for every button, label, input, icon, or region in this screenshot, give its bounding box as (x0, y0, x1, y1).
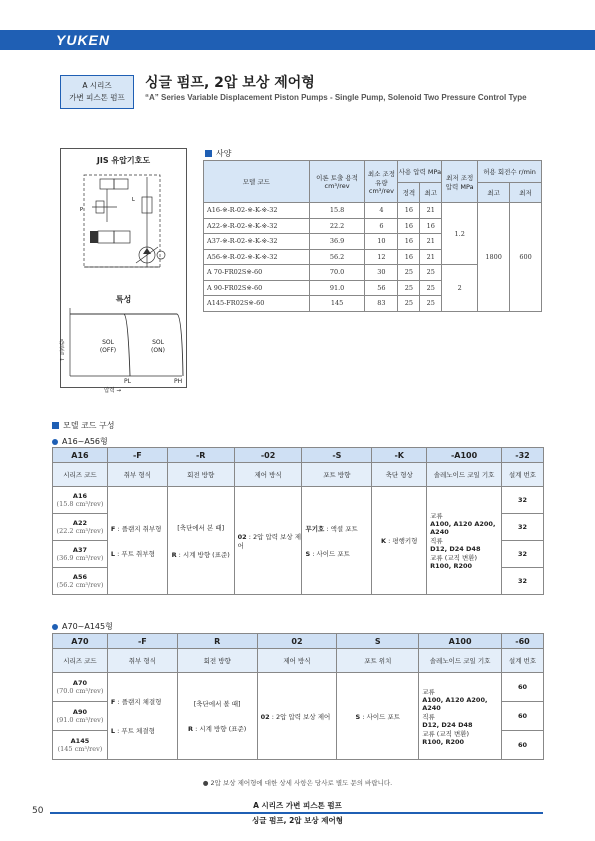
jis-title: JIS 유압기호도 (96, 156, 151, 165)
code-control: 02 (257, 634, 337, 649)
page-number: 50 (32, 806, 44, 816)
spec-header-pressure: 사용 압력 MPa (398, 161, 442, 183)
sub-port: 포트 위치 (337, 649, 419, 673)
mount-f-text: : 플랜지 취부형 (117, 524, 162, 533)
rotation-r-text: : 시계 방향 (표준) (195, 725, 247, 733)
code-control: -02 (234, 448, 302, 463)
series-cell (53, 568, 108, 595)
a16-model-code-table (52, 447, 544, 595)
spec-disp: 91.0 (309, 280, 365, 296)
spec-header-min-disp: 최소 조정 유량 cm³/rev (365, 161, 398, 203)
rotation-r-code: R (188, 725, 194, 733)
code-design: -60 (502, 634, 544, 649)
spec-disp: 70.0 (309, 265, 365, 281)
spec-header-rated: 정격 (398, 183, 420, 203)
series-code: A145 (70, 737, 90, 745)
footer-rule (50, 812, 543, 814)
port-s-code: S (305, 549, 311, 558)
spec-max: 21 (420, 203, 442, 219)
design-number: 60 (502, 673, 544, 702)
jis-symbol-panel (60, 148, 187, 388)
series-badge-line1: A 시리즈 (82, 81, 112, 90)
mount-l-text: : 푸트 취부형 (117, 549, 155, 558)
port-cell (337, 673, 419, 760)
spec-min-adj-1: 1.2 (442, 203, 478, 265)
series-cell (53, 731, 108, 760)
spec-disp: 36.9 (309, 234, 365, 250)
spec-rated: 16 (398, 249, 420, 265)
series-cell (53, 541, 108, 568)
design-number: 32 (502, 487, 544, 514)
sub-shaft: 축단 형상 (372, 463, 427, 487)
spec-model: A16-※-R-02-※-K-※-32 (204, 203, 310, 219)
mount-l-code: L (110, 727, 116, 735)
series-disp: (15.8 cm³/rev) (56, 500, 104, 508)
circle-bullet-icon (52, 439, 58, 445)
sub-mount: 취부 형식 (107, 649, 177, 673)
square-bullet-icon (205, 150, 212, 157)
series-cell (53, 702, 108, 731)
code-design: -32 (502, 448, 544, 463)
code-shaft: -K (372, 448, 427, 463)
footnote: ● 2압 보상 제어형에 대한 상세 사항은 당사로 별도 문의 바랍니다. (202, 779, 393, 787)
sol-ac-codes: A100, A120 A200, A240 (422, 695, 488, 712)
spec-max: 16 (420, 218, 442, 234)
spec-max: 25 (420, 280, 442, 296)
spec-header-speed-min: 최저 (510, 183, 542, 203)
rotation-note: [축단에서 본 때] (177, 523, 225, 532)
sub-solenoid: 솔레노이드 코일 기호 (427, 463, 502, 487)
port-cell (302, 487, 372, 595)
x-axis-label: 압력 → (104, 388, 121, 394)
shaft-cell (372, 487, 427, 595)
page-title: 싱글 펌프, 2압 보상 제어형 (145, 75, 315, 91)
code-series: A16 (53, 448, 108, 463)
sub-series: 시리즈 코드 (53, 649, 108, 673)
series-code: A56 (72, 573, 87, 581)
spec-header-speed: 허용 회전수 r/min (478, 161, 542, 183)
series-disp: (70.0 cm³/rev) (56, 687, 104, 695)
sol-rect-label: 교류 (교직 변환) (430, 554, 478, 562)
ph-label: PH (174, 378, 183, 385)
series-code: A22 (72, 519, 87, 527)
design-number: 60 (502, 702, 544, 731)
mount-l-text: : 푸트 체결형 (117, 727, 155, 735)
sub-design: 설계 번호 (502, 649, 544, 673)
sub-rotation: 회전 방향 (177, 649, 257, 673)
sol-ac-codes: A100, A120 A200, A240 (430, 520, 496, 536)
port-p-label: P (80, 207, 84, 213)
spec-header-disp: 이론 토출 용적 cm³/rev (309, 161, 365, 203)
control-cell (234, 487, 302, 595)
spec-header-min-adj: 최저 조정 압력 MPa (442, 161, 478, 203)
spec-min: 4 (365, 203, 398, 219)
sub-port: 포트 방향 (302, 463, 372, 487)
sub-series: 시리즈 코드 (53, 463, 108, 487)
mount-cell (107, 487, 167, 595)
series-disp: (36.9 cm³/rev) (56, 554, 104, 562)
spec-header-max: 최고 (420, 183, 442, 203)
spec-model: A145-FR02S※-60 (204, 296, 310, 312)
circle-bullet-icon (52, 624, 58, 630)
spec-min: 12 (365, 249, 398, 265)
spec-rated: 25 (398, 265, 420, 281)
rotation-cell (167, 487, 234, 595)
spec-header-model: 모델 코드 (204, 161, 310, 203)
page-subtitle: “A” Series Variable Displacement Piston Pumps - Single Pump, Solenoid Two Pressure Control Type (145, 93, 527, 102)
mount-f-text: : 플랜지 체결형 (117, 698, 162, 706)
a16-subsection-label (52, 436, 108, 447)
port-s-text: : 사이드 포트 (312, 549, 350, 558)
solenoid-cell (419, 673, 502, 760)
solenoid-cell (427, 487, 502, 595)
spec-rated: 16 (398, 218, 420, 234)
spec-section-title: 사양 (216, 149, 232, 158)
square-bullet-icon (52, 422, 59, 429)
code-mount: -F (107, 448, 167, 463)
mount-f-code: F (110, 698, 116, 706)
footer-subtitle: 싱글 펌프, 2압 보상 제어형 (252, 816, 343, 825)
spec-section-label (205, 148, 231, 159)
series-disp: (56.2 cm³/rev) (56, 581, 104, 589)
a70-subsection-title: A70~A145형 (62, 622, 113, 631)
series-disp: (145 cm³/rev) (57, 745, 103, 753)
spec-rated: 25 (398, 280, 420, 296)
hydraulic-symbol-diagram (62, 167, 187, 287)
rotation-note: [축단에서 볼 때] (193, 700, 241, 708)
spec-model: A 90-FR02S※-60 (204, 280, 310, 296)
spec-speed-max: 1800 (478, 203, 510, 312)
rotation-cell (177, 673, 257, 760)
port-none-code: 무기호 (305, 524, 325, 533)
series-cell (53, 673, 108, 702)
spec-rated: 16 (398, 234, 420, 250)
design-number: 60 (502, 731, 544, 760)
series-badge-line2: 가변 피스톤 펌프 (69, 93, 125, 102)
code-mount: -F (107, 634, 177, 649)
series-disp: (22.2 cm³/rev) (56, 527, 104, 535)
control-code: 02 (260, 712, 270, 721)
code-rotation: R (177, 634, 257, 649)
spec-min: 6 (365, 218, 398, 234)
spec-rated: 16 (398, 203, 420, 219)
port-s-text: : 사이드 포트 (362, 712, 401, 721)
code-rotation: -R (167, 448, 234, 463)
series-cell (53, 514, 108, 541)
sub-control: 제어 방식 (257, 649, 337, 673)
spec-max: 25 (420, 296, 442, 312)
sol-dc-codes: D12, D24 D48 (430, 545, 481, 553)
a70-subsection-label (52, 621, 113, 632)
spec-model: A 70-FR02S※-60 (204, 265, 310, 281)
model-code-section-title: 모델 코드 구성 (63, 421, 115, 430)
spec-model: A37-※-R-02-※-K-※-32 (204, 234, 310, 250)
rotation-r-text: : 시계 방향 (표준) (178, 550, 230, 559)
code-series: A70 (53, 634, 108, 649)
spec-min: 83 (365, 296, 398, 312)
spec-disp: 15.8 (309, 203, 365, 219)
code-solenoid: A100 (419, 634, 502, 649)
sol-ac-label: 교류 (430, 512, 443, 520)
sol-dc-label: 직류 (422, 712, 435, 721)
control-text: : 2압 압력 보상 제어 (237, 532, 302, 550)
sol-dc-label: 직류 (430, 537, 443, 545)
spec-table (203, 160, 542, 312)
sol-rect-codes: R100, R200 (430, 562, 473, 570)
yuken-logo: YUKEN (56, 32, 111, 48)
series-code: A90 (72, 708, 87, 716)
sub-rotation: 회전 방향 (167, 463, 234, 487)
sol-ac-label: 교류 (422, 687, 435, 696)
spec-disp: 56.2 (309, 249, 365, 265)
a16-subsection-title: A16~A56형 (62, 437, 108, 446)
spec-min: 30 (365, 265, 398, 281)
spec-header-speed-max: 최고 (478, 183, 510, 203)
port-none-text: : 액셜 포트 (326, 524, 358, 533)
code-port: -S (302, 448, 372, 463)
spec-min-adj-2: 2 (442, 265, 478, 312)
sol-dc-codes: D12, D24 D48 (422, 720, 473, 729)
series-cell (53, 487, 108, 514)
code-solenoid: -A100 (427, 448, 502, 463)
sol-rect-label: 교류 (교직 변환) (422, 729, 470, 738)
spec-min: 56 (365, 280, 398, 296)
spec-max: 25 (420, 265, 442, 281)
characteristic-title: 특성 (115, 295, 132, 304)
design-number: 32 (502, 541, 544, 568)
port-l-label: L (132, 197, 135, 203)
sub-solenoid: 솔레노이드 코일 기호 (419, 649, 502, 673)
port-s-code: S (355, 712, 361, 721)
spec-rated: 25 (398, 296, 420, 312)
design-number: 32 (502, 568, 544, 595)
control-text: : 2압 압력 보상 제어 (271, 712, 331, 721)
series-code: A16 (72, 492, 87, 500)
spec-speed-min: 600 (510, 203, 542, 312)
series-badge (60, 75, 134, 109)
series-code: A70 (72, 679, 87, 687)
shaft-k-text: : 평행키형 (388, 537, 418, 545)
spec-max: 21 (420, 234, 442, 250)
model-code-section-label (52, 420, 114, 431)
series-disp: (91.0 cm³/rev) (56, 716, 104, 724)
mount-cell (107, 673, 177, 760)
sub-design: 설계 번호 (502, 463, 544, 487)
y-axis-label: ↑ 토출량 (60, 339, 66, 362)
spec-model: A22-※-R-02-※-K-※-32 (204, 218, 310, 234)
spec-disp: 22.2 (309, 218, 365, 234)
spec-min: 10 (365, 234, 398, 250)
a70-model-code-table (52, 633, 544, 760)
control-code: 02 (237, 532, 247, 541)
control-cell (257, 673, 337, 760)
sub-mount: 취부 형식 (107, 463, 167, 487)
design-number: 32 (502, 514, 544, 541)
mount-f-code: F (110, 524, 116, 533)
sol-rect-codes: R100, R200 (422, 737, 465, 746)
rotation-r-code: R (171, 550, 177, 559)
spec-max: 21 (420, 249, 442, 265)
series-code: A37 (72, 546, 87, 554)
table-row (204, 203, 542, 219)
pl-label: PL (124, 378, 131, 385)
shaft-k-code: K (380, 537, 387, 545)
spec-disp: 145 (309, 296, 365, 312)
mount-l-code: L (110, 549, 116, 558)
footer-series-title: A 시리즈 가변 피스톤 펌프 (253, 801, 342, 810)
spec-model: A56-※-R-02-※-K-※-32 (204, 249, 310, 265)
sol-off-label: SOL (OFF) (99, 339, 117, 354)
code-port: S (337, 634, 419, 649)
sol-on-label: SOL (ON) (151, 339, 165, 354)
sub-control: 제어 방식 (234, 463, 302, 487)
